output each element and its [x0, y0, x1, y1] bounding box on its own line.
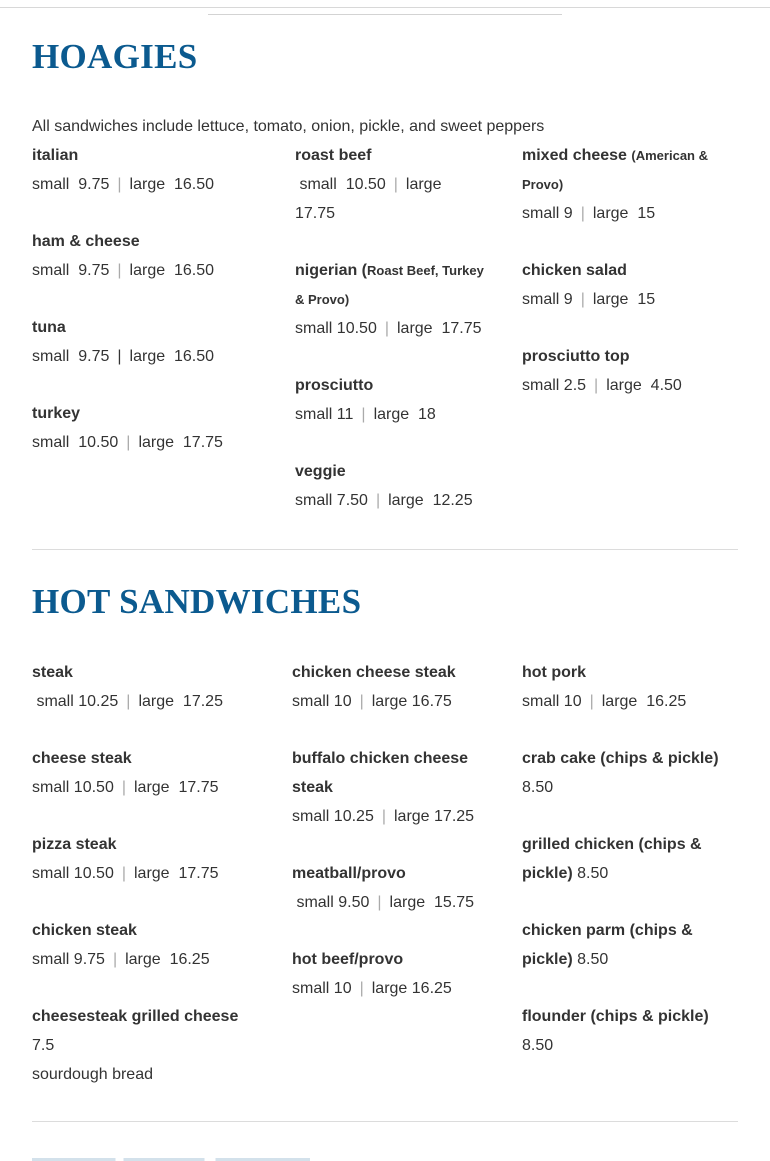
item-name: turkey [32, 405, 81, 422]
item-price: small 9.75 | large 16.25 [32, 951, 210, 968]
item-name: pizza steak [32, 836, 117, 853]
item-price: 8.50 [522, 1037, 554, 1054]
item-note: Roast Beef, Turkey & Provo) [295, 263, 484, 307]
item-price: small 9 | large 15 [522, 205, 656, 222]
menu-item [295, 141, 495, 228]
item-price: small 2.5 | large 4.50 [522, 377, 682, 394]
item-name: veggie [295, 463, 346, 480]
hot-sandwiches-heading: HOT SANDWICHES [32, 582, 362, 621]
item-name-price: grilled chicken (chips & pickle) 8.50 [522, 836, 702, 882]
menu-item [522, 916, 732, 974]
item-price: small 10.50 | large 17.75 [295, 176, 442, 222]
menu-item [32, 830, 282, 888]
item-price: small 10.50 | large 17.75 [32, 865, 219, 882]
item-name: steak [32, 664, 73, 681]
item-price: small 9 | large 15 [522, 291, 656, 308]
item-name: mixed cheese (American & Provo) [522, 147, 708, 192]
item-name: flounder (chips & pickle) [522, 1008, 709, 1025]
item-price: small 10.25 | large 17.25 [36, 693, 223, 710]
item-note: (American & Provo) [522, 148, 708, 192]
item-name: crab cake (chips & pickle) [522, 750, 719, 767]
item-price: small 10 | large 16.25 [522, 693, 687, 710]
hot-column-1 [32, 658, 282, 1117]
menu-item [295, 457, 495, 515]
menu-item [522, 658, 732, 716]
item-price: small 10.50 | large 17.75 [32, 434, 223, 451]
menu-item [295, 256, 495, 343]
item-name: prosciutto top [522, 348, 630, 365]
item-name: tuna [32, 319, 66, 336]
menu-item [32, 744, 282, 802]
menu-item [32, 1002, 282, 1089]
hot-column-2 [292, 658, 492, 1031]
hoagies-column-1 [32, 141, 272, 485]
item-price: small 9.75 | large 16.50 [32, 348, 215, 365]
top-divider [208, 14, 562, 15]
item-price: small 9.75 | large 16.50 [32, 262, 215, 279]
menu-item [522, 256, 732, 314]
item-price: small 10.50 | large 17.75 [295, 320, 482, 337]
item-name: prosciutto [295, 377, 374, 394]
item-name-price: chicken parm (chips & pickle) 8.50 [522, 922, 693, 968]
item-name: ham & cheese [32, 233, 140, 250]
item-name: hot pork [522, 664, 586, 681]
section-divider [32, 549, 738, 550]
item-name: roast beef [295, 147, 372, 164]
menu-item [522, 830, 732, 888]
item-name: cheesesteak grilled cheese [32, 1008, 239, 1025]
menu-item [522, 342, 732, 400]
item-name: italian [32, 147, 79, 164]
item-price: small 10 | large 16.75 [292, 693, 452, 710]
menu-item [32, 399, 272, 457]
item-price: small 10 | large 16.25 [292, 980, 452, 997]
menu-item [292, 658, 492, 716]
item-description: sourdough bread [32, 1066, 153, 1083]
hoagies-heading: HOAGIES [32, 37, 198, 76]
item-name: nigerian (Roast Beef, Turkey & Provo) [295, 262, 484, 307]
item-price: 7.5 [32, 1037, 55, 1054]
item-name: buffalo chicken cheese steak [292, 750, 469, 796]
item-name: chicken cheese steak [292, 664, 456, 681]
item-price: small 7.50 | large 12.25 [295, 492, 473, 509]
menu-item [522, 141, 732, 228]
menu-item [32, 227, 272, 285]
item-name: chicken salad [522, 262, 627, 279]
hoagies-column-2 [295, 141, 495, 543]
menu-item [292, 744, 492, 831]
menu-item [32, 141, 272, 199]
top-bar [0, 0, 770, 8]
hoagies-intro: All sandwiches include lettuce, tomato, onion, pickle, and sweet peppers [32, 118, 545, 135]
menu-item [522, 1002, 732, 1060]
menu-item [295, 371, 495, 429]
item-name: chicken steak [32, 922, 137, 939]
item-price: small 10.25 | large 17.25 [292, 808, 475, 825]
menu-item [32, 916, 282, 974]
menu-item [32, 313, 272, 371]
item-name: hot beef/provo [292, 951, 404, 968]
item-price: small 9.75 | large 16.50 [32, 176, 215, 193]
menu-item [292, 945, 492, 1003]
menu-item [522, 744, 732, 802]
item-price: small 9.50 | large 15.75 [296, 894, 475, 911]
hot-column-3 [522, 658, 732, 1088]
item-name: cheese steak [32, 750, 132, 767]
item-name: meatball/provo [292, 865, 406, 882]
item-price: small 10.50 | large 17.75 [32, 779, 219, 796]
menu-item [32, 658, 282, 716]
menu-item [292, 859, 492, 917]
item-price: small 11 | large 18 [295, 406, 436, 423]
item-price: 8.50 [522, 779, 554, 796]
hoagies-column-3 [522, 141, 732, 428]
section-divider [32, 1121, 738, 1122]
